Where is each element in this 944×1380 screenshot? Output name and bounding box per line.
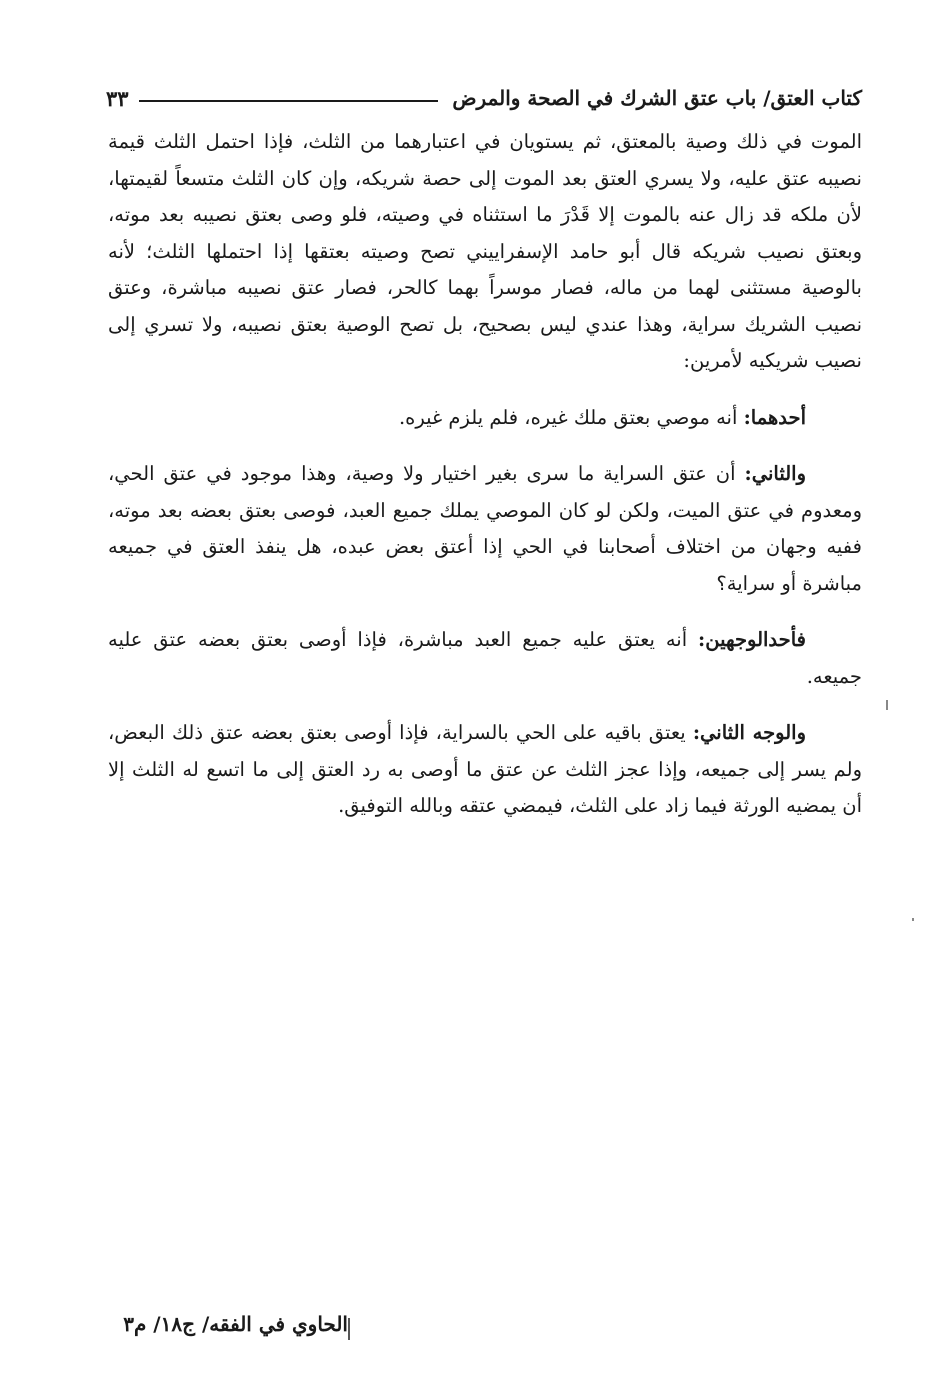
- paragraph-second-view: [108, 715, 862, 825]
- scan-speck: [912, 918, 914, 921]
- paragraph-opening: الموت في ذلك وصية بالمعتق، ثم يستويان في اعتبارهما من الثلث، فإذا احتمل الثلث قيمة نصيبه عتق عليه، ولا يسري العتق بعد الموت إلى حصة شريكه، وإن كان الثلث متسعاً لقيمتها، لأن ملكه قد زال عنه بالموت إلا قَدْرَ ما استثناه في وصيته، فلو وصى بعتق نصيبه بعد موته، وبعتق نصيب شريكه قال أبو حامد الإسفراييني تصح وصيته بعتقها إذا احتملها الثلث؛ لأنه بالوصية مستثنى لهما من ماله، فصار موسراً بهما كالحر، فصار عتق نصيبه مباشرة، وعتق نصيب الشريك سراية، وهذا عندي ليس بصحيح، بل تصح الوصية بعتق نصيبه، ولا تسري إلى نصيب شريكيه لأمرين:: [108, 130, 862, 372]
- running-header: [106, 78, 862, 118]
- paragraph-first-view: [108, 622, 862, 695]
- header-rule: [139, 100, 439, 102]
- chapter-title: كتاب العتق/ باب عتق الشرك في الصحة والمرض: [452, 86, 862, 110]
- second-reason-text: أن عتق السراية ما سرى بغير اختيار ولا وصية، وهذا موجود في عتق الحي، ومعدوم في عتق الميت، ولكن لو كان الموصي يملك جميع العبد، فوصى بعتق بعضه بعد موته، ففيه وجهان من اختلاف أصحابنا في الحي إذا أعتق بعض عبده، هل ينفذ العتق في جميعه مباشرة أو سراية؟: [108, 462, 862, 595]
- first-reason-text: أنه موصي بعتق ملك غيره، فلم يلزم غيره.: [398, 405, 744, 429]
- paragraph-first-reason: [108, 400, 862, 437]
- body-text: [108, 124, 862, 845]
- first-view-heading: فأحدالوجهين:: [698, 628, 806, 651]
- first-reason-heading: أحدهما:: [743, 405, 806, 429]
- second-reason-heading: والثاني:: [744, 462, 806, 485]
- signature-mark: الحاوي في الفقه/ ج١٨/ م٣: [123, 1312, 348, 1336]
- second-view-text: يعتق باقيه على الحي بالسراية، فإذا أوصى بعتق بعضه عتق ذلك البعض، ولم يسر إلى جميعه، وإذا عجز الثلث عن عتق ما أوصى به رد العتق إلى ما اتسع له الثلث إلا أن يمضيه الورثة فيما زاد على الثلث، فيمضي عتقه وبالله التوفيق.: [108, 721, 862, 817]
- second-view-heading: والوجه الثاني:: [692, 721, 806, 744]
- paragraph-second-reason: [108, 456, 862, 602]
- scan-margin-mark: [348, 1318, 350, 1340]
- page-number: ٣٣: [106, 85, 129, 111]
- first-view-text: أنه يعتق عليه جميع العبد مباشرة، فإذا أوصى بعتق بعضه عتق عليه جميعه.: [108, 628, 862, 688]
- scan-speck: [886, 700, 888, 710]
